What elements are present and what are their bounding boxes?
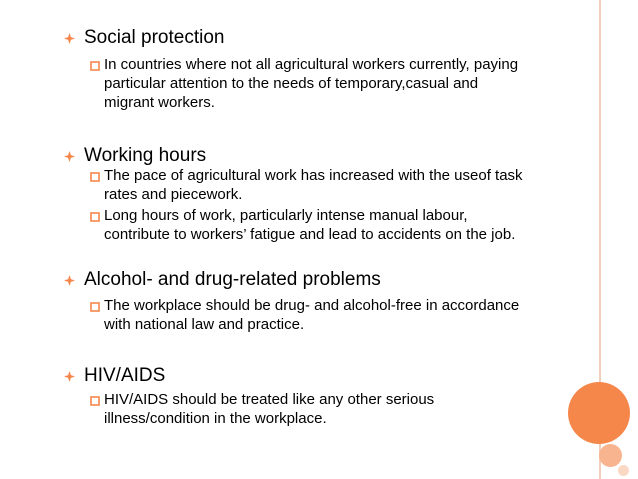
text-line: contribute to workers’ fatigue and lead to accidents on the job.: [104, 226, 516, 243]
hollow-square-icon: [90, 302, 100, 312]
decorative-circle-medium: [599, 444, 622, 467]
text-line: migrant workers.: [104, 94, 215, 111]
four-point-star-icon: [64, 371, 75, 382]
text-line: illness/condition in the workplace.: [104, 410, 327, 427]
text-line: The pace of agricultural work has increased with the useof task: [104, 167, 523, 184]
hollow-square-icon: [90, 396, 100, 406]
text-line: HIV/AIDS should be treated like any other serious: [104, 391, 435, 408]
text-line: with national law and practice.: [104, 316, 305, 333]
hollow-square-icon: [90, 212, 100, 222]
bullet-text: [104, 206, 574, 244]
text-line: particular attention to the needs of temporary,casual and: [104, 75, 479, 92]
bullet-text: [104, 166, 574, 204]
text-line: The workplace should be drug- and alcohol-free in accordance: [104, 297, 520, 314]
decorative-circle-small: [618, 465, 629, 476]
decorative-circle-large: [568, 382, 630, 444]
section-heading: Working hours: [84, 145, 207, 166]
hollow-square-icon: [90, 172, 100, 182]
text-line: rates and piecework.: [104, 186, 243, 203]
hollow-square-icon: [90, 61, 100, 71]
section-heading: Alcohol- and drug-related problems: [84, 269, 381, 290]
section-heading: Social protection: [84, 27, 225, 48]
four-point-star-icon: [64, 33, 75, 44]
section-heading: HIV/AIDS: [84, 365, 166, 386]
bullet-text: [104, 390, 574, 428]
bullet-text: [104, 296, 574, 334]
text-line: In countries where not all agricultural workers currently, paying: [104, 56, 519, 73]
four-point-star-icon: [64, 275, 75, 286]
bullet-text: [104, 55, 574, 112]
four-point-star-icon: [64, 151, 75, 162]
text-line: Long hours of work, particularly intense manual labour,: [104, 207, 468, 224]
